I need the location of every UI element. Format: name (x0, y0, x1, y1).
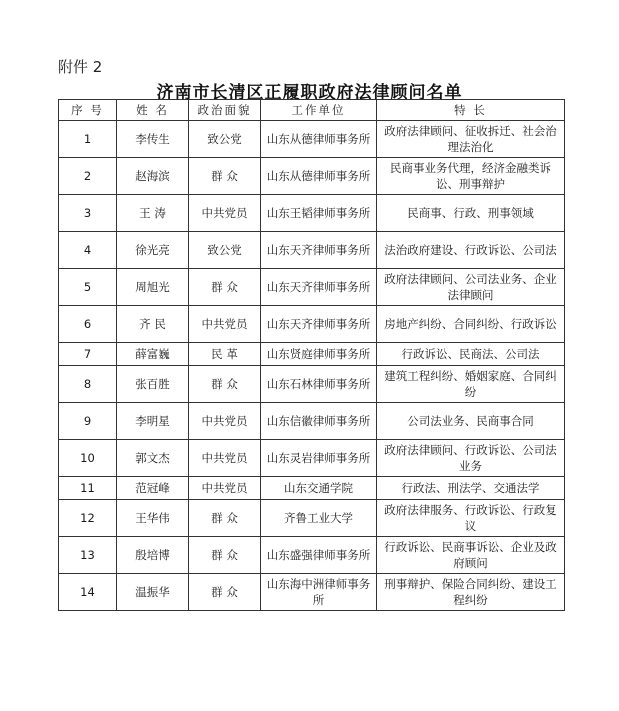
row-specialty: 行政法、刑法学、交通法学 (377, 477, 565, 500)
row-unit: 山东贤庭律师事务所 (261, 343, 377, 366)
row-unit: 山东信徽律师事务所 (261, 403, 377, 440)
row-no: 10 (59, 440, 117, 477)
table-row (59, 121, 565, 158)
row-party: 中共党员 (189, 306, 261, 343)
row-unit: 山东盛强律师事务所 (261, 537, 377, 574)
row-no: 11 (59, 477, 117, 500)
row-no: 8 (59, 366, 117, 403)
header-specialty: 特 长 (377, 100, 565, 121)
row-specialty: 政府法律顾问、公司法业务、企业法律顾问 (377, 269, 565, 306)
row-specialty: 建筑工程纠纷、婚姻家庭、合同纠纷 (377, 366, 565, 403)
row-no: 13 (59, 537, 117, 574)
row-specialty: 行政诉讼、民商事诉讼、企业及政府顾问 (377, 537, 565, 574)
header-party: 政治面貌 (189, 100, 261, 121)
row-name: 郭文杰 (117, 440, 189, 477)
row-party: 群 众 (189, 158, 261, 195)
row-party: 群 众 (189, 537, 261, 574)
table-row (59, 343, 565, 366)
row-no: 6 (59, 306, 117, 343)
row-unit: 齐鲁工业大学 (261, 500, 377, 537)
document-title: 济南市长清区正履职政府法律顾问名单 (156, 83, 463, 103)
legal-advisor-table (58, 99, 565, 611)
row-party: 致公党 (189, 121, 261, 158)
table-row (59, 269, 565, 306)
table-row (59, 366, 565, 403)
table-row (59, 500, 565, 537)
row-party: 群 众 (189, 269, 261, 306)
row-specialty: 刑事辩护、保险合同纠纷、建设工程纠纷 (377, 574, 565, 611)
row-name: 温振华 (117, 574, 189, 611)
row-specialty: 政府法律顾问、征收拆迁、社会治理法治化 (377, 121, 565, 158)
row-no: 3 (59, 195, 117, 232)
row-party: 中共党员 (189, 403, 261, 440)
row-name: 李明星 (117, 403, 189, 440)
table-row (59, 537, 565, 574)
row-unit: 山东海中洲律师事务所 (261, 574, 377, 611)
row-unit: 山东天齐律师事务所 (261, 306, 377, 343)
table-row (59, 158, 565, 195)
row-no: 2 (59, 158, 117, 195)
row-name: 张百胜 (117, 366, 189, 403)
row-name: 王 涛 (117, 195, 189, 232)
row-unit: 山东天齐律师事务所 (261, 232, 377, 269)
row-specialty: 政府法律顾问、行政诉讼、公司法业务 (377, 440, 565, 477)
row-name: 殷培博 (117, 537, 189, 574)
row-specialty: 房地产纠纷、合同纠纷、行政诉讼 (377, 306, 565, 343)
row-name: 薛富巍 (117, 343, 189, 366)
table-row (59, 195, 565, 232)
row-no: 1 (59, 121, 117, 158)
table-row (59, 477, 565, 500)
table-row (59, 232, 565, 269)
row-no: 9 (59, 403, 117, 440)
row-party: 民 革 (189, 343, 261, 366)
row-party: 致公党 (189, 232, 261, 269)
row-no: 4 (59, 232, 117, 269)
row-no: 14 (59, 574, 117, 611)
row-unit: 山东天齐律师事务所 (261, 269, 377, 306)
row-name: 周旭光 (117, 269, 189, 306)
row-party: 中共党员 (189, 477, 261, 500)
row-party: 中共党员 (189, 440, 261, 477)
row-specialty: 行政诉讼、民商法、公司法 (377, 343, 565, 366)
row-specialty: 民商事、行政、刑事领域 (377, 195, 565, 232)
row-party: 群 众 (189, 366, 261, 403)
row-name: 李传生 (117, 121, 189, 158)
table-row (59, 403, 565, 440)
row-no: 5 (59, 269, 117, 306)
row-name: 王华伟 (117, 500, 189, 537)
row-party: 群 众 (189, 574, 261, 611)
row-party: 中共党员 (189, 195, 261, 232)
row-unit: 山东石林律师事务所 (261, 366, 377, 403)
row-specialty: 公司法业务、民商事合同 (377, 403, 565, 440)
row-unit: 山东王韬律师事务所 (261, 195, 377, 232)
row-specialty: 法治政府建设、行政诉讼、公司法 (377, 232, 565, 269)
row-unit: 山东从德律师事务所 (261, 121, 377, 158)
header-unit: 工作单位 (261, 100, 377, 121)
table-header-row (59, 100, 565, 121)
table-row (59, 574, 565, 611)
row-no: 12 (59, 500, 117, 537)
table-row (59, 306, 565, 343)
attachment-label: 附件 2 (58, 58, 103, 76)
row-party: 群 众 (189, 500, 261, 537)
header-name: 姓 名 (117, 100, 189, 121)
header-no: 序 号 (59, 100, 117, 121)
row-unit: 山东灵岩律师事务所 (261, 440, 377, 477)
row-name: 赵海滨 (117, 158, 189, 195)
row-specialty: 政府法律服务、行政诉讼、行政复议 (377, 500, 565, 537)
row-unit: 山东从德律师事务所 (261, 158, 377, 195)
row-name: 范冠峰 (117, 477, 189, 500)
row-unit: 山东交通学院 (261, 477, 377, 500)
row-no: 7 (59, 343, 117, 366)
row-name: 齐 民 (117, 306, 189, 343)
row-name: 徐光亮 (117, 232, 189, 269)
table-row (59, 440, 565, 477)
row-specialty: 民商事业务代理，经济金融类诉讼、刑事辩护 (377, 158, 565, 195)
